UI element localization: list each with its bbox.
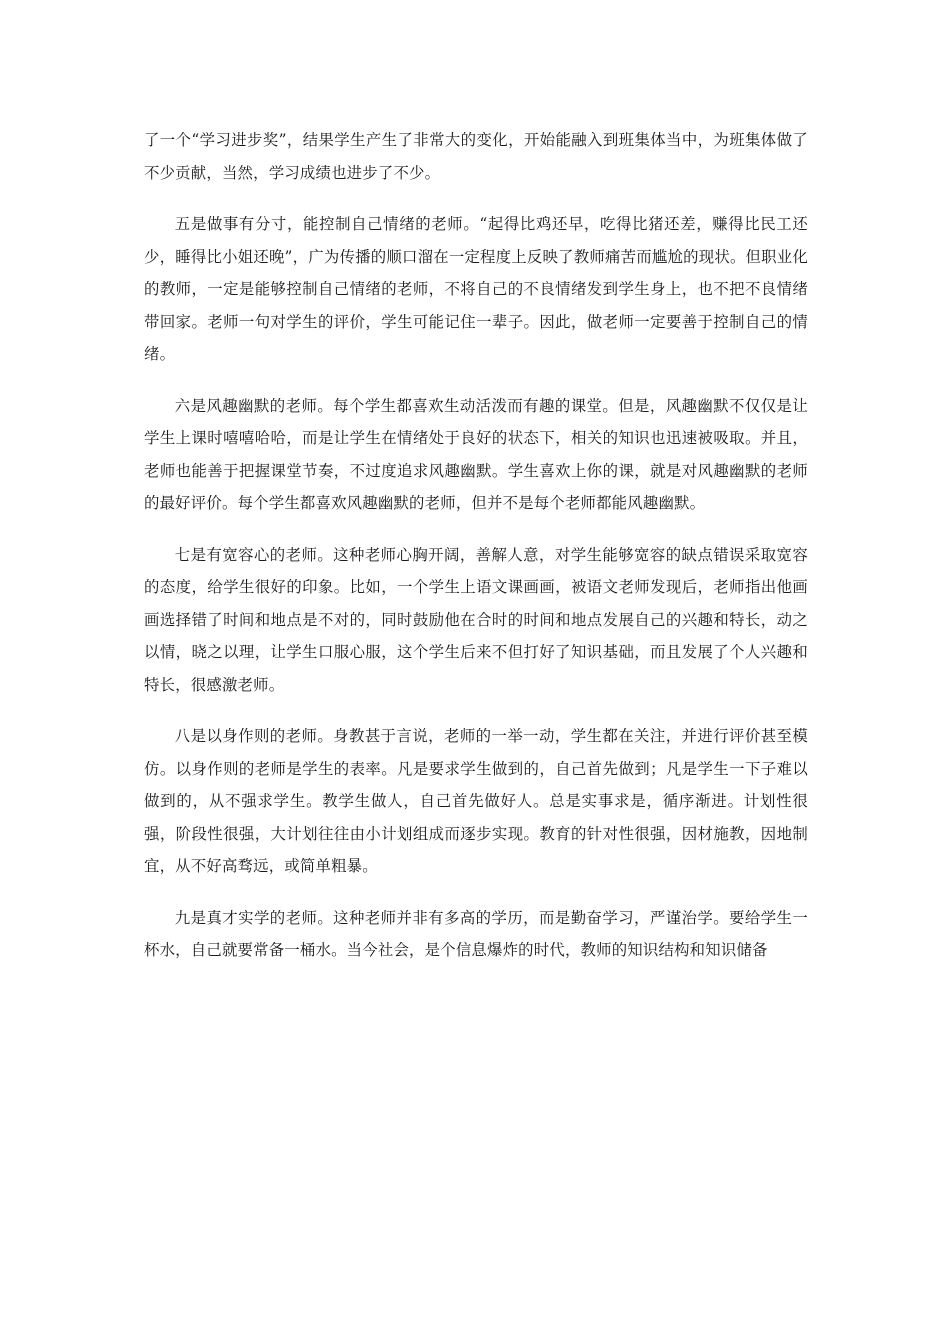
paragraph-eight: 八是以身作则的老师。身教甚于言说，老师的一举一动，学生都在关注，并进行评价甚至模仿。以身作则的老师是学生的表率。凡是要求学生做到的，自己首先做到；凡是学生一下子难以做到的，从不强求学生。教学生做人，自己首先做好人。总是实事求是，循序渐进。计划性很强，阶段性很强，大计划往往由小计划组成而逐步实现。教育的针对性很强，因材施教，因地制宜，从不好高骛远，或简单粗暴。 xyxy=(144,727,808,875)
paragraph-five: 五是做事有分寸，能控制自己情绪的老师。“起得比鸡还早，吃得比猪还差，赚得比民工还少，睡得比小姐还晚”，广为传播的顺口溜在一定程度上反映了教师痛苦而尴尬的现状。但职业化的教师，一定是能够控制自己情绪的老师，不将自己的不良情绪发到学生身上，也不把不良情绪带回家。老师一句对学生的评价，学生可能记住一辈子。因此，做老师一定要善于控制自己的情绪。 xyxy=(144,215,808,363)
paragraph-nine: 九是真才实学的老师。这种老师并非有多高的学历，而是勤奋学习，严谨治学。要给学生一杯水，自己就要常备一桶水。当今社会，是个信息爆炸的时代，教师的知识结构和知识储备 xyxy=(144,908,808,959)
paragraph-six: 六是风趣幽默的老师。每个学生都喜欢生动活泼而有趣的课堂。但是，风趣幽默不仅仅是让学生上课时嘻嘻哈哈，而是让学生在情绪处于良好的状态下，相关的知识也迅速被吸取。并且，老师也能善于把握课堂节奏，不过度追求风趣幽默。学生喜欢上你的课，就是对风趣幽默的老师的最好评价。每个学生都喜欢风趣幽默的老师，但并不是每个老师都能风趣幽默。 xyxy=(144,396,808,512)
paragraph-continued: 了一个“学习进步奖”，结果学生产生了非常大的变化，开始能融入到班集体当中，为班集体做了不少贡献，当然，学习成绩也进步了不少。 xyxy=(144,131,808,182)
paragraph-seven: 七是有宽容心的老师。这种老师心胸开阔，善解人意，对学生能够宽容的缺点错误采取宽容的态度，给学生很好的印象。比如，一个学生上语文课画画，被语文老师发现后，老师指出他画画选择错了时间和地点是不对的，同时鼓励他在合时的时间和地点发展自己的兴趣和特长，动之以情，晓之以理，让学生口服心服，这个学生后来不但打好了知识基础，而且发展了个人兴趣和特长，很感激老师。 xyxy=(144,545,808,694)
document-body xyxy=(144,124,808,986)
